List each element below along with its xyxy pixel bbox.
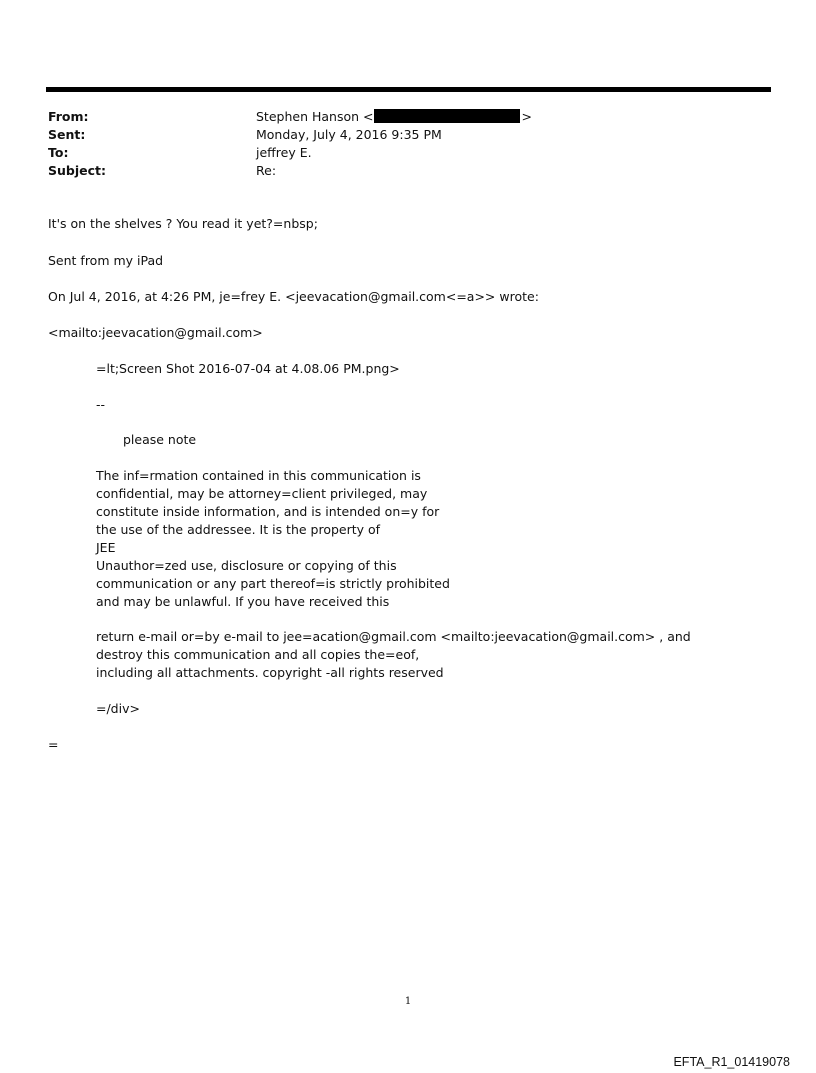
page-number: 1 — [404, 996, 412, 1007]
from-label: From: — [48, 109, 89, 124]
return-line: return e-mail or=by e-mail to jee=acation@gmail.com <mailto:jeevacation@gmail.com> , and — [96, 629, 691, 644]
subject-label: Subject: — [48, 163, 106, 178]
attachment-line: =lt;Screen Shot 2016-07-04 at 4.08.06 PM.png> — [96, 361, 400, 376]
header-divider — [46, 87, 771, 92]
from-name: Stephen Hanson < — [256, 109, 374, 124]
return-line: destroy this communication and all copies the=eof, — [96, 647, 420, 662]
to-value: jeffrey E. — [256, 145, 312, 160]
redacted-email — [374, 109, 520, 123]
disclaimer-line: constitute inside information, and is intended on=y for — [96, 504, 440, 519]
div-close-line: =/div> — [96, 701, 140, 716]
to-label: To: — [48, 145, 69, 160]
disclaimer-line: confidential, may be attorney=client privileged, may — [96, 486, 428, 501]
quote-intro: On Jul 4, 2016, at 4:26 PM, je=frey E. <jeevacation@gmail.com<=a>> wrote: — [48, 289, 539, 304]
disclaimer-line: communication or any part thereof=is strictly prohibited — [96, 576, 450, 591]
please-note: please note — [123, 432, 197, 447]
subject-value: Re: — [256, 163, 277, 178]
signature-line: Sent from my iPad — [48, 253, 164, 268]
document-id: EFTA_R1_01419078 — [673, 1055, 790, 1069]
trailing-line: = — [48, 737, 59, 752]
signature-separator: -- — [96, 397, 106, 412]
disclaimer-line: The inf=rmation contained in this communication is — [96, 468, 421, 483]
disclaimer-line: Unauthor=zed use, disclosure or copying of this — [96, 558, 397, 573]
disclaimer-line: the use of the addressee. It is the property of — [96, 522, 381, 537]
from-value — [256, 109, 532, 125]
disclaimer-line: and may be unlawful. If you have received this — [96, 594, 390, 609]
from-close: > — [521, 109, 532, 124]
return-line: including all attachments. copyright -all rights reserved — [96, 665, 444, 680]
sent-value: Monday, July 4, 2016 9:35 PM — [256, 127, 442, 142]
disclaimer-line: JEE — [96, 540, 116, 555]
sent-label: Sent: — [48, 127, 86, 142]
reply-line: It's on the shelves ? You read it yet?=nbsp; — [48, 216, 318, 231]
mailto-line: <mailto:jeevacation@gmail.com> — [48, 325, 263, 340]
